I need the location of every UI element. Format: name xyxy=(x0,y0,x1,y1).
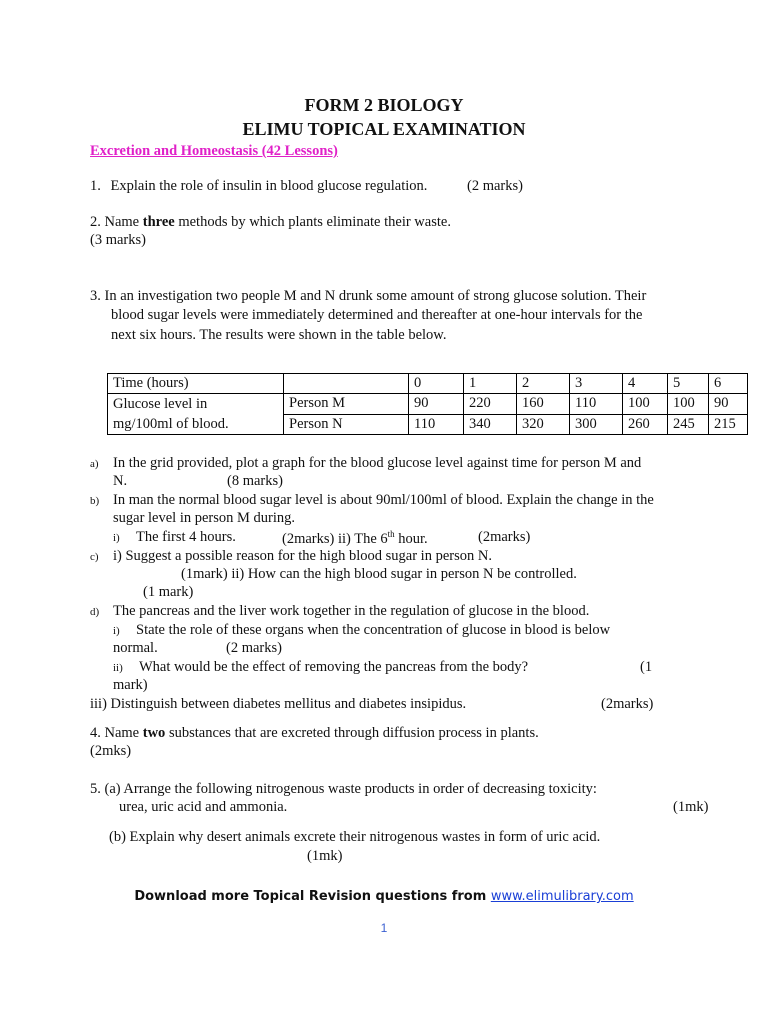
q4-post: substances that are excreted through diffusion process in plants. xyxy=(165,725,539,741)
q1-marks: (2 marks) xyxy=(467,178,523,194)
table-row xyxy=(108,394,748,415)
q3d-iii-text: iii) Distinguish between diabetes mellitus and diabetes insipidus. xyxy=(90,696,467,712)
q3d-i-marks: (2 marks) xyxy=(226,640,282,656)
glucose-label-line2: mg/100ml of blood. xyxy=(113,416,229,432)
q2-pre: 2. Name xyxy=(90,214,143,230)
q3-line3: next six hours. The results were shown in the table below. xyxy=(111,327,447,343)
q3c-line1: i) Suggest a possible reason for the high blood sugar in person N. xyxy=(113,548,492,564)
question-4 xyxy=(90,725,539,742)
q3b-i-marks-text: (2marks) ii) The 6 xyxy=(282,530,388,547)
person-m-value: 220 xyxy=(464,394,517,415)
person-n-value: 300 xyxy=(570,414,623,435)
q3d-line1: The pancreas and the liver work together in the regulation of glucose in the blood. xyxy=(113,603,590,619)
person-m-value: 160 xyxy=(517,394,570,415)
hour-cell: 3 xyxy=(570,374,623,394)
q1-text: Explain the role of insulin in blood glucose regulation. xyxy=(110,178,428,194)
q1-number: 1. xyxy=(90,178,101,194)
q5a-marks: (1mk) xyxy=(673,799,709,815)
question-1 xyxy=(90,178,427,195)
q3b-line1: In man the normal blood sugar level is about 90ml/100ml of blood. Explain the change in the xyxy=(113,492,654,508)
page-title: FORM 2 BIOLOGY xyxy=(304,95,464,115)
hour-cell: 5 xyxy=(668,374,709,394)
exam-title: ELIMU TOPICAL EXAMINATION xyxy=(242,119,526,139)
time-label-cell: Time (hours) xyxy=(108,374,284,394)
q3d-iii-marks: (2marks) xyxy=(601,696,654,712)
hour-cell: 1 xyxy=(464,374,517,394)
q3b-i-marks xyxy=(282,529,428,548)
q3d-ii-label: ii) xyxy=(113,662,123,674)
person-m-value: 100 xyxy=(623,394,668,415)
page-number: 1 xyxy=(380,921,388,935)
empty-cell xyxy=(284,374,409,394)
q2-bold: three xyxy=(142,214,175,230)
person-n-value: 320 xyxy=(517,414,570,435)
q3d-ii-text: What would be the effect of removing the pancreas from the body? xyxy=(139,659,529,675)
q3a-marks: (8 marks) xyxy=(227,473,283,489)
topic-heading: Excretion and Homeostasis (42 Lessons) xyxy=(90,143,338,159)
q3d-label: d) xyxy=(90,606,100,618)
q3b-label: b) xyxy=(90,495,100,507)
person-n-value: 215 xyxy=(709,414,748,435)
footer-link[interactable]: www.elimulibrary.com xyxy=(490,889,634,904)
person-m-value: 90 xyxy=(709,394,748,415)
hour-cell: 0 xyxy=(409,374,464,394)
q3-line1: 3. In an investigation two people M and N drunk some amount of strong glucose solution. Their xyxy=(90,288,647,304)
glucose-label-line1: Glucose level in xyxy=(113,396,208,412)
q3b-ii-marks: (2marks) xyxy=(478,529,531,545)
hour-cell: 6 xyxy=(709,374,748,394)
q3-line2: blood sugar levels were immediately determined and thereafter at one-hour intervals for the xyxy=(111,307,643,323)
q4-pre: 4. Name xyxy=(90,725,143,741)
q3c-line2: (1mark) ii) How can the high blood sugar in person N be controlled. xyxy=(181,566,577,582)
q4-bold: two xyxy=(142,725,166,741)
q3b-i-text: The first 4 hours. xyxy=(136,529,236,545)
person-m-value: 110 xyxy=(570,394,623,415)
q3b-sup: th xyxy=(387,529,395,539)
q5b-marks: (1mk) xyxy=(307,848,343,864)
q3d-ii-marks2: mark) xyxy=(113,677,148,693)
q3d-ii-marks1: (1 xyxy=(640,659,653,675)
person-n-value: 245 xyxy=(668,414,709,435)
q2-post: methods by which plants eliminate their waste. xyxy=(174,214,451,230)
question-2 xyxy=(90,214,451,231)
q3a-line1: In the grid provided, plot a graph for the blood glucose level against time for person M and xyxy=(113,455,642,471)
q5a-line2: urea, uric acid and ammonia. xyxy=(119,799,288,815)
q3c-label: c) xyxy=(90,551,99,563)
footer-text: Download more Topical Revision questions from xyxy=(134,889,491,904)
q3c-line3: (1 mark) xyxy=(143,584,194,600)
q3a-label: a) xyxy=(90,458,99,470)
q4-marks: (2mks) xyxy=(90,743,132,759)
q3b-i-label: i) xyxy=(113,532,120,544)
q3d-i-label: i) xyxy=(113,625,120,637)
person-n-value: 260 xyxy=(623,414,668,435)
person-n-value: 340 xyxy=(464,414,517,435)
hour-cell: 2 xyxy=(517,374,570,394)
q3a-line2: N. xyxy=(113,473,128,489)
table-row xyxy=(108,374,748,394)
person-n-label: Person N xyxy=(284,414,409,435)
hour-cell: 4 xyxy=(623,374,668,394)
results-table xyxy=(107,373,748,435)
person-m-value: 100 xyxy=(668,394,709,415)
q2-marks: (3 marks) xyxy=(90,232,146,248)
q5a-line1: 5. (a) Arrange the following nitrogenous waste products in order of decreasing toxicity: xyxy=(90,781,597,797)
q3b-ii-text: hour. xyxy=(394,530,428,547)
glucose-label-cell xyxy=(108,394,284,435)
person-m-label: Person M xyxy=(284,394,409,415)
q3d-i-text2: normal. xyxy=(113,640,158,656)
q3b-line2: sugar level in person M during. xyxy=(113,510,296,526)
person-n-value: 110 xyxy=(409,414,464,435)
footer xyxy=(0,889,768,904)
q5b-line1: (b) Explain why desert animals excrete their nitrogenous wastes in form of uric acid. xyxy=(109,829,601,845)
q3d-i-text: State the role of these organs when the concentration of glucose in blood is below xyxy=(136,622,611,638)
person-m-value: 90 xyxy=(409,394,464,415)
